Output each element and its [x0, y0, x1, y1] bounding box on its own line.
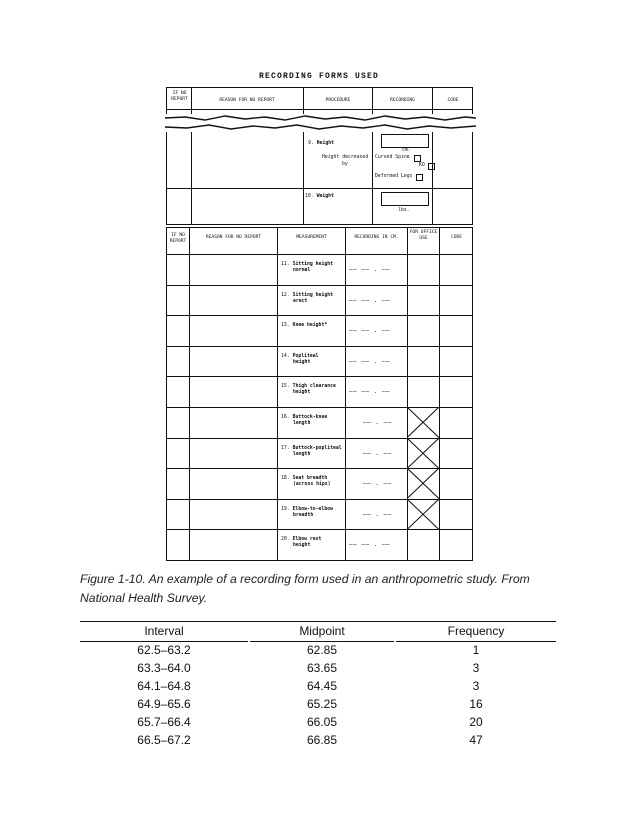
table-row — [80, 715, 556, 733]
header-measurement: MEASUREMENT — [296, 235, 327, 240]
recording-blank[interactable]: —— . —— — [363, 480, 392, 488]
header-code-lower: CODE — [450, 235, 463, 240]
recording-blank[interactable]: —— —— . —— — [349, 296, 391, 304]
table-cell: 3 — [472, 679, 480, 693]
upper-form-block — [166, 87, 473, 225]
lower-form-block — [166, 227, 473, 561]
item-9-label: 9. Height — [308, 141, 334, 146]
header-if-no-report: IF NO REPORT — [171, 91, 188, 102]
option-ko: KO — [419, 163, 425, 168]
recording-blank[interactable]: —— . —— — [363, 510, 392, 518]
header-midpoint: Midpoint — [299, 624, 345, 638]
table-cell: 62.85 — [306, 643, 338, 657]
header-recording: RECORDING — [390, 98, 415, 103]
table-cell: 63.3–64.0 — [137, 661, 191, 675]
table-cell: 64.9–65.6 — [137, 697, 191, 711]
measurement-label: 20. Elbow rest height — [281, 537, 322, 549]
option-curved-spine: Curved Spine — [375, 155, 410, 160]
table-cell: 63.65 — [306, 661, 338, 675]
item-9-sub: Height decreased — [322, 155, 369, 160]
height-entry-box[interactable] — [381, 134, 429, 148]
recording-form-scan — [166, 87, 473, 561]
option-deformed-legs: Deformed Legs — [375, 174, 413, 179]
measurement-label: 17. Buttock-popliteal length — [281, 445, 342, 457]
recording-blank[interactable]: —— . —— — [363, 449, 392, 457]
height-unit: cm. — [402, 148, 411, 153]
table-cell: 66.85 — [306, 733, 338, 747]
figure-caption: Figure 1-10. An example of a recording form used in an anthropometric study. From National Health Survey. — [80, 572, 530, 605]
header-recording-cm: RECORDING IN CM. — [354, 235, 399, 240]
header-if-no-report-lower: IF NO REPORT — [169, 233, 187, 244]
recording-blank[interactable]: —— —— . —— — [349, 357, 391, 365]
table-cell: 1 — [472, 643, 480, 657]
table-cell: 65.7–66.4 — [137, 715, 191, 729]
table-row — [80, 733, 556, 751]
torn-edge — [165, 114, 476, 132]
header-frequency: Frequency — [447, 624, 505, 638]
weight-entry-box[interactable] — [381, 192, 429, 206]
table-cell: 62.5–63.2 — [137, 643, 191, 657]
header-reason: REASON FOR NO REPORT — [219, 98, 275, 103]
table-header-row — [80, 624, 556, 640]
form-title: RECORDING FORMS USED — [258, 72, 379, 81]
recording-blank[interactable]: —— —— . —— — [349, 266, 391, 273]
measurement-label: 12. Sitting height erect — [281, 292, 333, 304]
header-interval: Interval — [144, 624, 184, 638]
table-cell: 64.45 — [306, 679, 338, 693]
table-row — [80, 643, 556, 661]
header-office-use: FOR OFFICE USE — [409, 230, 438, 241]
table-cell: 20 — [469, 715, 483, 729]
table-row — [80, 697, 556, 715]
measurement-label: 14. Popliteal height — [281, 353, 319, 365]
table-row — [80, 679, 556, 697]
item-9-sub2: by — [342, 162, 348, 167]
deformed-legs-checkbox[interactable] — [416, 174, 423, 181]
table-cell: 3 — [472, 661, 480, 675]
table-cell: 16 — [469, 697, 483, 711]
measurement-label: 11. Sitting height normal — [281, 262, 333, 273]
table-cell: 47 — [469, 733, 483, 747]
measurement-label: 16. Buttock-knee length — [281, 415, 328, 426]
recording-blank[interactable]: —— —— . —— — [349, 327, 391, 335]
table-cell: 65.25 — [306, 697, 338, 711]
header-procedure: PROCEDURE — [325, 98, 351, 103]
header-code: CODE — [447, 98, 459, 103]
measurement-label: 13. Knee height* — [281, 323, 328, 329]
measurement-label: 18. Seat breadth (across hips) — [281, 476, 331, 488]
recording-blank[interactable]: —— —— . —— — [349, 388, 391, 396]
ko-checkbox[interactable] — [428, 163, 435, 170]
table-row — [80, 661, 556, 679]
table-cell: 66.05 — [306, 715, 338, 729]
measurement-label: 19. Elbow-to-elbow breadth — [281, 506, 333, 518]
weight-unit: lbs. — [398, 208, 410, 213]
item-10-label: 10. Weight — [305, 194, 334, 199]
recording-blank[interactable]: —— —— . —— — [349, 541, 391, 549]
curved-spine-checkbox[interactable] — [414, 155, 421, 162]
measurement-label: 15. Thigh clearance height — [281, 384, 336, 396]
table-cell: 66.5–67.2 — [137, 733, 191, 747]
header-reason-lower: REASON FOR NO REPORT — [205, 235, 262, 240]
recording-blank[interactable]: —— . —— — [363, 419, 392, 426]
table-cell: 64.1–64.8 — [137, 679, 191, 693]
